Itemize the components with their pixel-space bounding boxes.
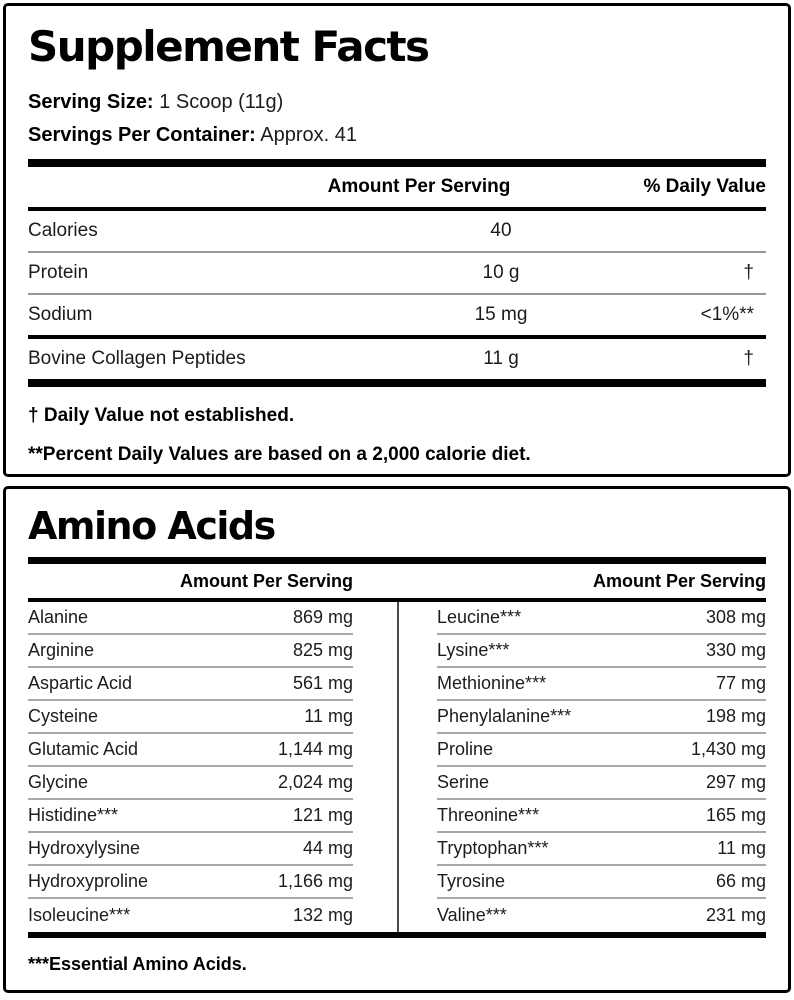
amino-amount: 308 mg: [705, 607, 766, 627]
row-daily-value: <1%**: [700, 304, 754, 325]
amino-row-tryptophan: [437, 833, 766, 866]
footnote-dagger: † Daily Value not established.: [28, 405, 295, 426]
amino-amount: 132 mg: [292, 905, 353, 925]
amino-acids-panel: [3, 486, 791, 993]
amino-row-lysine: [437, 635, 766, 668]
amino-name: Alanine: [28, 607, 89, 627]
table-row-calories: [28, 211, 766, 251]
amino-amount: 44 mg: [302, 838, 353, 858]
divider-bar-thick: [28, 379, 766, 387]
table-row-protein: [28, 253, 766, 293]
amino-amount: 2,024 mg: [277, 772, 353, 792]
amino-amount: 297 mg: [705, 772, 766, 792]
amino-name: Arginine: [28, 640, 95, 660]
amino-row-glycine: [28, 767, 353, 800]
amino-row-serine: [437, 767, 766, 800]
amino-amount: 561 mg: [292, 673, 353, 693]
facts-table-header: [28, 167, 766, 207]
amino-column-left: [28, 602, 397, 932]
column-header-daily-value: % Daily Value: [643, 176, 766, 197]
divider-bar-thick: [28, 557, 766, 564]
amino-row-hydroxylysine: [28, 833, 353, 866]
amino-row-glutamic-acid: [28, 734, 353, 767]
amino-name: Histidine***: [28, 805, 119, 825]
amino-name: Hydroxylysine: [28, 838, 141, 858]
amino-amount: 165 mg: [705, 805, 766, 825]
divider-bar-thick: [28, 159, 766, 167]
amino-name: Proline: [437, 739, 494, 759]
amino-acids-title: Amino Acids: [28, 504, 275, 548]
column-header-amount-right: Amount Per Serving: [592, 570, 766, 591]
row-daily-value: †: [743, 348, 754, 369]
amino-row-methionine: [437, 668, 766, 701]
amino-name: Leucine***: [437, 607, 522, 627]
amino-row-isoleucine: [28, 899, 353, 932]
amino-name: Phenylalanine***: [437, 706, 572, 726]
amino-row-proline: [437, 734, 766, 767]
amino-row-threonine: [437, 800, 766, 833]
amino-row-leucine: [437, 602, 766, 635]
amino-amount: 869 mg: [292, 607, 353, 627]
amino-row-aspartic-acid: [28, 668, 353, 701]
amino-row-valine: [437, 899, 766, 932]
table-row-sodium: [28, 295, 766, 335]
amino-name: Glutamic Acid: [28, 739, 139, 759]
servings-per-container-value: Approx. 41: [260, 124, 358, 146]
amino-amount: 198 mg: [705, 706, 766, 726]
row-name: Bovine Collagen Peptides: [28, 348, 246, 369]
row-daily-value: †: [743, 262, 754, 283]
amino-name: Glycine: [28, 772, 89, 792]
amino-row-cysteine: [28, 701, 353, 734]
row-amount: 40: [490, 220, 512, 241]
amino-name: Tyrosine: [437, 871, 506, 891]
amino-amount: 11 mg: [304, 706, 353, 726]
amino-name: Lysine***: [437, 640, 510, 660]
essential-amino-acids-note: ***Essential Amino Acids.: [28, 954, 247, 974]
row-name: Calories: [28, 220, 98, 241]
servings-per-container-line: [28, 123, 766, 147]
supplement-facts-panel: [3, 3, 791, 477]
amino-name: Threonine***: [437, 805, 540, 825]
amino-row-hydroxyproline: [28, 866, 353, 899]
serving-size-label: Serving Size:: [28, 91, 154, 113]
serving-size-value: 1 Scoop (11g): [159, 91, 284, 113]
amino-table: [28, 602, 766, 932]
serving-size-line: [28, 90, 766, 114]
amino-amount: 1,166 mg: [277, 871, 353, 891]
row-amount: 10 g: [482, 262, 520, 283]
amino-column-right: [397, 602, 766, 932]
amino-amount: 231 mg: [705, 905, 766, 925]
amino-name: Isoleucine***: [28, 905, 131, 925]
footnote-percent: **Percent Daily Values are based on a 2,000 calorie diet.: [28, 444, 531, 465]
amino-row-phenylalanine: [437, 701, 766, 734]
amino-name: Methionine***: [437, 673, 547, 693]
column-header-amount-left: Amount Per Serving: [179, 570, 353, 591]
row-name: Sodium: [28, 304, 93, 325]
table-row-bovine-collagen-peptides: [28, 339, 766, 379]
row-amount: 15 mg: [474, 304, 528, 325]
amino-name: Tryptophan***: [437, 838, 549, 858]
amino-amount: 825 mg: [292, 640, 353, 660]
column-header-amount: Amount Per Serving: [327, 176, 511, 197]
amino-amount: 11 mg: [717, 838, 766, 858]
amino-amount: 66 mg: [715, 871, 766, 891]
amino-name: Hydroxyproline: [28, 871, 149, 891]
amino-name: Serine: [437, 772, 490, 792]
amino-row-histidine: [28, 800, 353, 833]
amino-table-header: [28, 564, 766, 598]
amino-row-tyrosine: [437, 866, 766, 899]
amino-name: Cysteine: [28, 706, 99, 726]
amino-amount: 1,430 mg: [690, 739, 766, 759]
amino-row-arginine: [28, 635, 353, 668]
supplement-facts-title: Supplement Facts: [28, 22, 429, 71]
amino-name: Valine***: [437, 905, 507, 925]
amino-amount: 121 mg: [292, 805, 353, 825]
amino-name: Aspartic Acid: [28, 673, 133, 693]
amino-amount: 330 mg: [705, 640, 766, 660]
servings-per-container-label: Servings Per Container:: [28, 124, 256, 146]
amino-amount: 77 mg: [715, 673, 766, 693]
row-name: Protein: [28, 262, 89, 283]
row-amount: 11 g: [483, 348, 519, 369]
amino-amount: 1,144 mg: [277, 739, 353, 759]
amino-row-alanine: [28, 602, 353, 635]
divider-bar-thick: [28, 932, 766, 938]
